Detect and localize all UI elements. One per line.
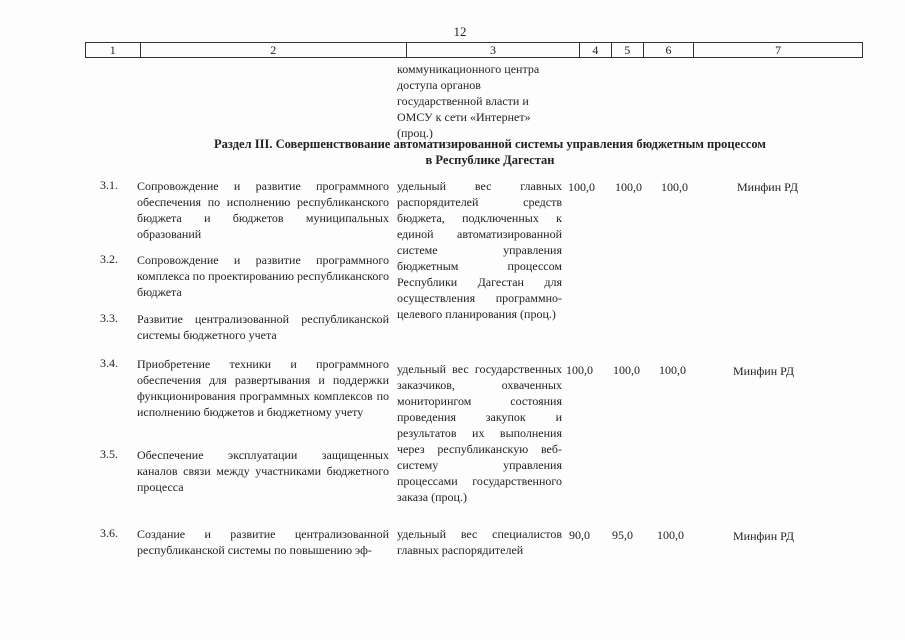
row-description: Создание и развитие централизованной республиканской системы по повышению эф-	[137, 527, 389, 557]
column-header-table	[85, 42, 863, 58]
executor: Минфин РД	[733, 529, 795, 543]
row-description: Приобретение техники и программного обеспечения для развертывания и поддержки функционирования программных комплексов по исполнению бюджетов и бюджетному учету	[137, 357, 389, 419]
col-header-6: 6	[643, 43, 693, 58]
section-title	[140, 136, 840, 168]
col-header-3: 3	[407, 43, 580, 58]
indicator-value-3: 100,0	[659, 363, 686, 377]
col-header-4: 4	[579, 43, 611, 58]
indicator-value-2: 100,0	[613, 363, 640, 377]
row-number: 3.2.	[100, 252, 118, 266]
row-number: 3.1.	[100, 178, 118, 192]
indicator-value-3: 100,0	[657, 528, 684, 542]
row-number: 3.6.	[100, 526, 118, 540]
indicator-value-1: 100,0	[568, 180, 595, 194]
col-header-7: 7	[694, 43, 863, 58]
executor: Минфин РД	[737, 180, 799, 194]
indicator-value-3: 100,0	[661, 180, 688, 194]
indicator-value-1: 100,0	[566, 363, 593, 377]
indicator-text: удельный вес государственных заказчиков, охваченных мониторингом состояния проведения закупок и результатов их выполнения через республиканскую веб-систему управления процессами государственного заказа (проц.)	[397, 362, 562, 504]
col-header-5: 5	[611, 43, 643, 58]
continued-indicator-text: коммуникационного центра доступа органов государственной власти и ОМСУ к сети «Интернет» (проц.)	[397, 62, 540, 140]
row-number: 3.5.	[100, 447, 118, 461]
page-number: 12	[453, 24, 467, 39]
section-title-line2: в Республике Дагестан	[425, 153, 555, 167]
col-header-2: 2	[140, 43, 407, 58]
row-description: Обеспечение эксплуатации защищенных каналов связи между участниками бюджетного процесса	[137, 448, 389, 494]
section-title-line1: Раздел III. Совершенствование автоматизированной системы управления бюджетным процессом	[214, 137, 766, 151]
indicator-value-2: 100,0	[615, 180, 642, 194]
indicator-value-1: 90,0	[569, 528, 590, 542]
indicator-text: удельный вес главных распорядителей средств бюджета, подключенных к единой автоматизированной системе управления бюджетным процессом Республики Дагестан для осуществления программно-целевого планирования (проц.)	[397, 179, 562, 321]
indicator-text: удельный вес специалистов главных распорядителей	[397, 527, 562, 557]
row-number: 3.3.	[100, 311, 118, 325]
col-header-1: 1	[86, 43, 141, 58]
indicator-value-2: 95,0	[612, 528, 633, 542]
executor: Минфин РД	[733, 364, 795, 378]
row-number: 3.4.	[100, 356, 118, 370]
row-description: Развитие централизованной республиканской системы бюджетного учета	[137, 312, 389, 342]
row-description: Сопровождение и развитие программного комплекса по проектированию республиканского бюджета	[137, 253, 389, 299]
row-description: Сопровождение и развитие программного обеспечения по исполнению республиканского бюджета и бюджетов муниципальных образований	[137, 179, 389, 241]
